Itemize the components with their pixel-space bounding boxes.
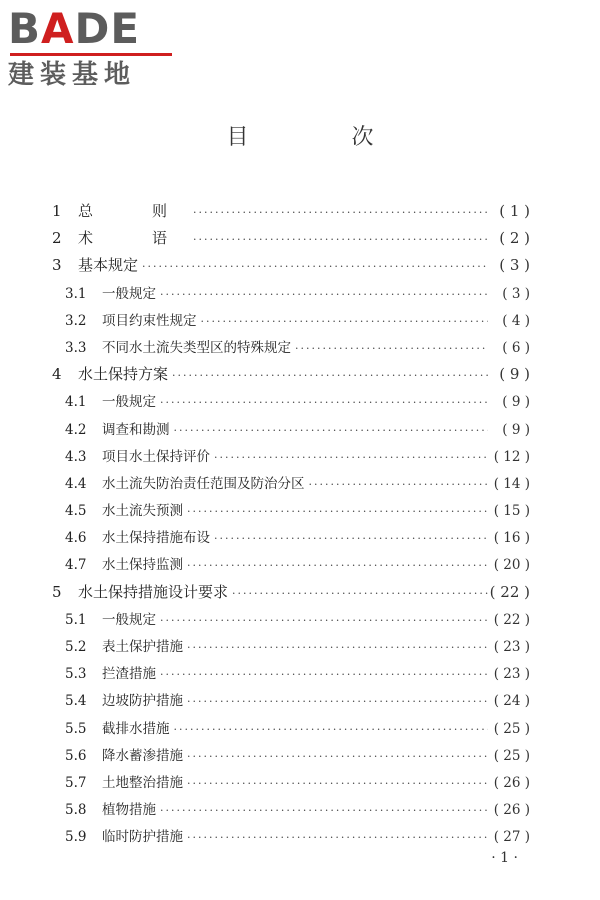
toc-entry-page: ( 15 ) bbox=[493, 503, 530, 520]
toc-entry-number: 5.1 bbox=[65, 611, 87, 628]
toc-entry bbox=[52, 771, 530, 798]
toc-entry-title: 水土保持措施设计要求 bbox=[78, 582, 229, 601]
toc-entry-page: ( 26 ) bbox=[493, 802, 530, 819]
toc-entry bbox=[52, 445, 530, 472]
toc-dot-leader bbox=[187, 505, 488, 518]
toc-entry-title: 水土保持监测 bbox=[102, 557, 183, 574]
toc-entry-title: 临时防护措施 bbox=[102, 829, 183, 846]
toc-entry-number: 4.4 bbox=[65, 475, 87, 492]
toc-entry bbox=[52, 689, 530, 716]
toc-entry-page: ( 20 ) bbox=[493, 557, 530, 574]
toc-entry-title: 植物措施 bbox=[102, 802, 156, 819]
toc-entry-title: 水土保持方案 bbox=[78, 365, 169, 384]
toc-dot-leader bbox=[187, 559, 488, 572]
toc-dot-leader bbox=[187, 831, 488, 844]
toc-entry-title: 边坡防护措施 bbox=[102, 693, 183, 710]
toc-dot-leader bbox=[187, 777, 488, 790]
toc-entry-title: 降水蓄渗措施 bbox=[102, 747, 183, 764]
toc-entry-page: ( 14 ) bbox=[493, 475, 530, 492]
toc-dot-leader bbox=[214, 451, 488, 464]
toc-entry bbox=[52, 418, 530, 445]
toc-entry-title: 水土流失防治责任范围及防治分区 bbox=[102, 475, 305, 492]
toc-entry bbox=[52, 798, 530, 825]
toc-entry-number: 3.1 bbox=[65, 285, 87, 302]
toc-entry-page: ( 24 ) bbox=[493, 693, 530, 710]
toc-entry bbox=[52, 227, 530, 254]
toc-dot-leader bbox=[232, 587, 488, 600]
toc-entry-number: 5.7 bbox=[65, 774, 87, 791]
toc-entry-number: 3.2 bbox=[65, 312, 87, 329]
logo-subtitle: 建装基地 bbox=[8, 60, 137, 90]
toc-dot-leader bbox=[193, 233, 488, 246]
toc-entry-title: 一般规定 bbox=[102, 394, 156, 411]
toc-entry-number: 5 bbox=[52, 582, 62, 601]
toc-entry bbox=[52, 825, 530, 852]
toc-entry-page: ( 23 ) bbox=[493, 666, 530, 683]
table-of-contents bbox=[52, 200, 530, 853]
toc-entry-title: 基本规定 bbox=[78, 256, 139, 275]
toc-dot-leader bbox=[174, 723, 489, 736]
toc-entry-title: 术 语 bbox=[78, 229, 190, 248]
toc-entry-title: 项目水土保持评价 bbox=[102, 448, 210, 465]
toc-entry-number: 4.5 bbox=[65, 503, 87, 520]
toc-entry-number: 5.5 bbox=[65, 720, 87, 737]
toc-dot-leader bbox=[160, 614, 488, 627]
toc-entry-number: 5.4 bbox=[65, 693, 87, 710]
toc-dot-leader bbox=[160, 804, 488, 817]
toc-dot-leader bbox=[295, 342, 488, 355]
toc-entry bbox=[52, 744, 530, 771]
toc-entry-page: ( 9 ) bbox=[502, 421, 530, 438]
toc-entry bbox=[52, 390, 530, 417]
toc-entry-number: 4 bbox=[52, 365, 62, 384]
toc-entry-page: ( 9 ) bbox=[499, 365, 530, 384]
toc-entry-title: 一般规定 bbox=[102, 285, 156, 302]
toc-entry-number: 4.7 bbox=[65, 557, 87, 574]
toc-entry-title: 不同水土流失类型区的特殊规定 bbox=[102, 339, 291, 356]
toc-dot-leader bbox=[160, 668, 488, 681]
toc-entry-page: ( 16 ) bbox=[493, 530, 530, 547]
bade-logo bbox=[8, 4, 178, 90]
toc-entry-page: ( 26 ) bbox=[493, 774, 530, 791]
toc-entry-page: ( 3 ) bbox=[502, 285, 530, 302]
toc-entry-title: 水土流失预测 bbox=[102, 503, 183, 520]
toc-entry-number: 4.3 bbox=[65, 448, 87, 465]
toc-entry-page: ( 3 ) bbox=[499, 256, 530, 275]
toc-entry-page: ( 22 ) bbox=[493, 611, 530, 628]
page-title: 目 次 bbox=[226, 125, 422, 150]
toc-entry-number: 5.9 bbox=[65, 829, 87, 846]
toc-entry-page: ( 2 ) bbox=[499, 229, 530, 248]
toc-entry bbox=[52, 472, 530, 499]
toc-dot-leader bbox=[142, 260, 488, 273]
toc-entry-title: 表土保护措施 bbox=[102, 639, 183, 655]
toc-entry-number: 4.1 bbox=[65, 394, 87, 411]
toc-entry bbox=[52, 526, 530, 553]
toc-dot-leader bbox=[201, 315, 489, 328]
toc-dot-leader bbox=[193, 206, 488, 219]
toc-entry-title: 总 则 bbox=[78, 202, 190, 220]
toc-entry-page: ( 12 ) bbox=[493, 448, 530, 465]
toc-entry bbox=[52, 499, 530, 526]
toc-entry bbox=[52, 553, 530, 580]
toc-entry bbox=[52, 717, 530, 744]
page-number: · 1 · bbox=[491, 850, 518, 866]
toc-dot-leader bbox=[309, 478, 489, 491]
toc-entry bbox=[52, 309, 530, 336]
toc-entry-page: ( 25 ) bbox=[493, 747, 530, 764]
toc-entry-title: 调查和勘测 bbox=[102, 421, 170, 438]
toc-entry-page: ( 4 ) bbox=[502, 312, 530, 329]
toc-entry bbox=[52, 662, 530, 689]
toc-entry-number: 4.6 bbox=[65, 530, 87, 547]
toc-entry-page: ( 9 ) bbox=[502, 394, 530, 411]
toc-entry bbox=[52, 200, 530, 227]
toc-entry-title: 土地整治措施 bbox=[102, 774, 183, 791]
toc-entry-page: ( 27 ) bbox=[493, 829, 530, 846]
toc-entry-title: 拦渣措施 bbox=[102, 666, 156, 683]
toc-entry-page: ( 1 ) bbox=[499, 202, 530, 220]
toc-dot-leader bbox=[187, 750, 488, 763]
toc-dot-leader bbox=[187, 641, 488, 654]
toc-dot-leader bbox=[214, 532, 488, 545]
toc-entry bbox=[52, 581, 530, 608]
toc-entry-title: 水土保持措施布设 bbox=[102, 530, 210, 547]
toc-entry bbox=[52, 608, 530, 635]
toc-entry bbox=[52, 336, 530, 363]
toc-entry-page: ( 6 ) bbox=[502, 339, 530, 356]
toc-entry-number: 4.2 bbox=[65, 421, 87, 438]
toc-entry bbox=[52, 254, 530, 281]
toc-entry bbox=[52, 635, 530, 662]
toc-entry-number: 1 bbox=[52, 202, 62, 220]
toc-dot-leader bbox=[187, 695, 488, 708]
toc-entry-page: ( 22 ) bbox=[489, 582, 530, 601]
toc-entry-number: 3 bbox=[52, 256, 62, 275]
toc-dot-leader bbox=[160, 288, 488, 301]
toc-entry-number: 5.2 bbox=[65, 639, 87, 655]
logo-divider bbox=[10, 53, 172, 56]
toc-entry-number: 5.8 bbox=[65, 802, 87, 819]
toc-entry-number: 2 bbox=[52, 229, 62, 248]
toc-entry-page: ( 25 ) bbox=[493, 720, 530, 737]
toc-entry-number: 3.3 bbox=[65, 339, 87, 356]
toc-dot-leader bbox=[160, 396, 488, 409]
toc-entry-page: ( 23 ) bbox=[493, 639, 530, 655]
toc-entry-title: 项目约束性规定 bbox=[102, 312, 197, 329]
toc-entry-title: 截排水措施 bbox=[102, 720, 170, 737]
toc-entry bbox=[52, 282, 530, 309]
toc-dot-leader bbox=[172, 369, 488, 382]
toc-entry bbox=[52, 363, 530, 390]
toc-entry-number: 5.6 bbox=[65, 747, 87, 764]
logo-wordmark: BADE bbox=[8, 4, 141, 53]
toc-dot-leader bbox=[174, 424, 489, 437]
toc-entry-title: 一般规定 bbox=[102, 611, 156, 628]
toc-entry-number: 5.3 bbox=[65, 666, 87, 683]
